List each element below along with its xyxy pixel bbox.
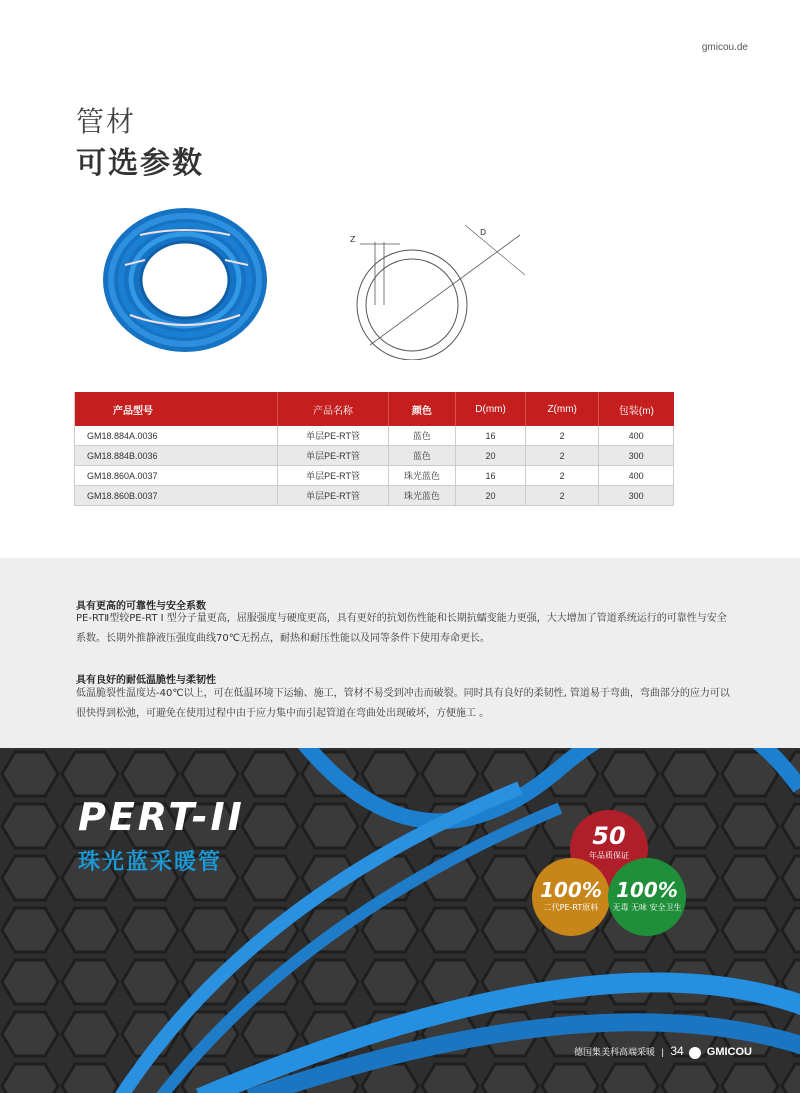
cell-color: 蓝色 [388, 426, 455, 446]
cell-name: 单层PE-RT管 [278, 446, 388, 466]
footer-tagline: 德国集美科高端采暖 [573, 1047, 655, 1057]
material-badge [532, 858, 610, 936]
cell-z: 2 [526, 426, 599, 446]
site-url: gmicou.de [701, 42, 748, 53]
col-header-color: 颜色 [388, 392, 455, 426]
cell-z: 2 [526, 486, 599, 506]
cell-model: GM18.860B.0037 [75, 486, 278, 506]
brand-name: GMICOU [706, 1046, 752, 1058]
badge-caption: 年品质保证 [589, 851, 629, 860]
brand-logo-icon [689, 1047, 701, 1059]
cell-color: 蓝色 [388, 446, 455, 466]
col-header-name: 产品名称 [278, 392, 388, 426]
feature-text: 低温脆裂性温度达-40℃以上，可在低温环境下运输、施工，管材不易受到冲击而破裂。同时具有良好的柔韧性, 管道易于弯曲，弯曲部分的应力可以很快得到松弛，可避免在使用过程中由于应力集中而引起管道在弯曲处出现破坏，方便施工 。 [76, 688, 730, 719]
cell-package: 400 [599, 466, 674, 486]
table-row [75, 466, 674, 486]
cell-z: 2 [526, 446, 599, 466]
page-number: 34 [670, 1044, 684, 1058]
cell-d: 20 [456, 486, 526, 506]
safety-badge [608, 858, 686, 936]
cell-model: GM18.884A.0036 [75, 426, 278, 446]
cell-package: 300 [599, 446, 674, 466]
badge-value: 50 [592, 822, 626, 850]
cell-color: 珠光蓝色 [388, 486, 455, 506]
badge-value: 100% [540, 878, 602, 902]
cell-d: 16 [456, 466, 526, 486]
col-header-d: D(mm) [456, 392, 526, 426]
cell-model: GM18.860A.0037 [75, 466, 278, 486]
cell-name: 单层PE-RT管 [278, 466, 388, 486]
feature-heading: 具有更高的可靠性与安全系数 [76, 601, 206, 612]
badge-caption: 无毒 无味 安全卫生 [612, 903, 682, 912]
pipe-coil-image [100, 205, 270, 355]
badge-caption: 二代PE-RT原料 [543, 903, 599, 912]
cell-package: 300 [599, 486, 674, 506]
cell-d: 16 [456, 426, 526, 446]
cell-package: 400 [599, 426, 674, 446]
pipe-cross-section-diagram [330, 220, 530, 360]
cell-z: 2 [526, 466, 599, 486]
page-title: 管材 [76, 105, 137, 138]
cell-name: 单层PE-RT管 [278, 426, 388, 446]
table-row [75, 486, 674, 506]
cell-d: 20 [456, 446, 526, 466]
feature-text: PE-RTⅡ型较PE-RT Ⅰ 型分子量更高，屈服强度与硬度更高，具有更好的抗划伤性能和长期抗蠕变能力更强，大大增加了管道系统运行的可靠性与安全系数。长期外推静液压强度曲线70℃无拐点，耐热和耐压性能以及同等条件下使用寿命更长。 [76, 613, 727, 644]
page-subtitle: 可选参数 [76, 146, 204, 181]
page-footer: 德国集美科高端采暖 | 34 GMICOU [573, 1044, 752, 1058]
banner-subtitle: 珠光蓝采暖管 [78, 850, 223, 875]
banner-title: PERT-II [78, 795, 245, 839]
feature-heading: 具有良好的耐低温脆性与柔韧性 [76, 675, 216, 686]
col-header-model: 产品型号 [75, 392, 278, 426]
cell-model: GM18.884B.0036 [75, 446, 278, 466]
cell-name: 单层PE-RT管 [278, 486, 388, 506]
table-row [75, 446, 674, 466]
z-label: Z [350, 235, 356, 244]
cell-color: 珠光蓝色 [388, 466, 455, 486]
table-header-row [75, 392, 674, 426]
table-row [75, 426, 674, 446]
d-label: D [480, 228, 487, 237]
spec-table [74, 392, 674, 506]
badge-value: 100% [616, 878, 678, 902]
col-header-package: 包装(m) [599, 392, 674, 426]
col-header-z: Z(mm) [526, 392, 599, 426]
